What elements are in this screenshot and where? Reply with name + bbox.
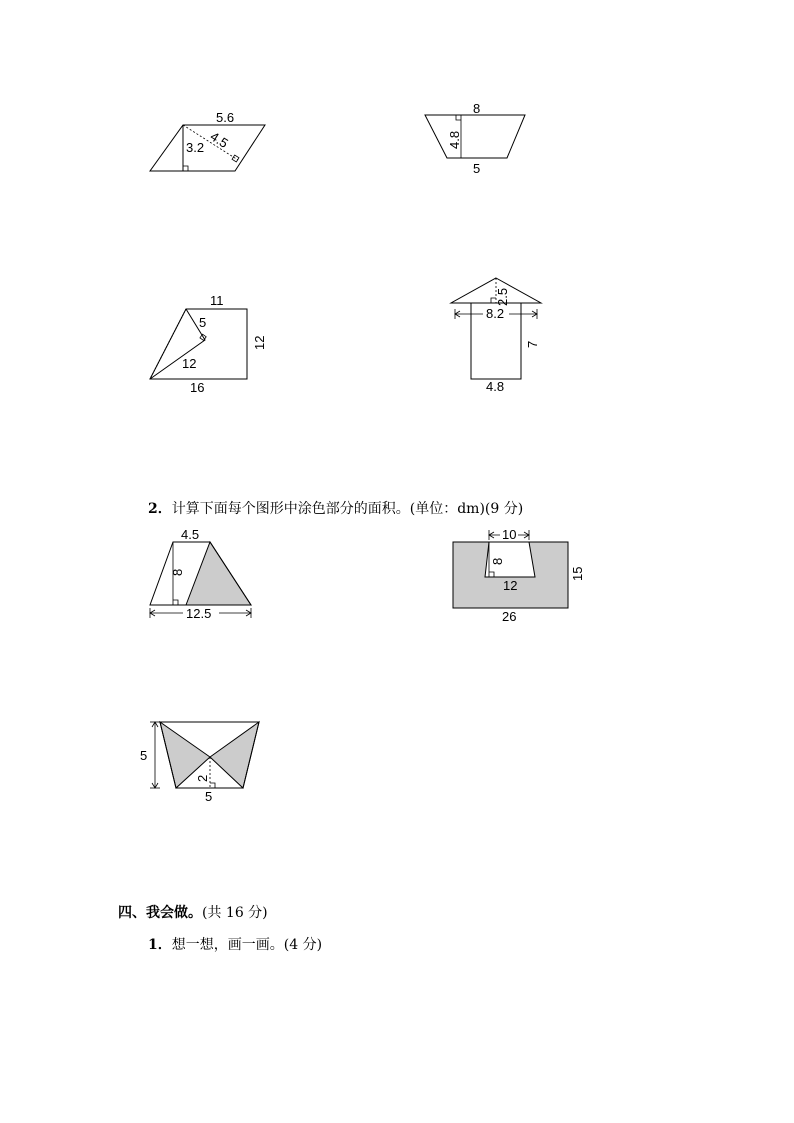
section-4-heading (118, 902, 268, 922)
trapezoid-right-side-label: 12 (252, 335, 267, 350)
shaded-trapezoid-bottom-label: 12.5 (186, 606, 212, 621)
parallelogram-base-label: 5.6 (216, 110, 235, 125)
section-4-title: 四、我会做。 (118, 905, 202, 921)
house-roof-base-label: 8.2 (486, 306, 505, 321)
question-2: 2．计算下面每个图形中涂色部分的面积。(单位：dm)(9 分) (148, 501, 524, 517)
question-4-1-text: 想一想，画一画。(4 分) (171, 937, 323, 953)
parallelogram-figure (140, 105, 280, 185)
trapezoid-right-inner-short-label: 5 (199, 315, 207, 330)
house-figure (445, 270, 555, 395)
trapezoid-right-inner-long-label: 12 (182, 356, 197, 371)
trapezoid-right-bottom-label: 16 (190, 380, 205, 395)
trapezoid-right-top-label: 11 (210, 293, 224, 308)
question-4-1: 1．想一想，画一画。(4 分) (148, 937, 323, 953)
trapezoid-small-height-label: 4.8 (447, 130, 462, 149)
parallelogram-height-label: 3.2 (186, 140, 205, 155)
question-2-number: 2 (148, 501, 158, 517)
question-2-text: 计算下面每个图形中涂色部分的面积。(单位：dm)(9 分) (171, 501, 524, 517)
bowtie-inner-height-label: 2 (195, 774, 210, 782)
house-roof-height-label: 2.5 (495, 287, 510, 306)
shaded-rectangle-hole-height-label: 8 (490, 557, 505, 565)
bowtie-height-label: 5 (140, 748, 148, 763)
shaded-rectangle-hole-top-label: 10 (502, 527, 517, 542)
trapezoid-small-bottom-label: 5 (473, 161, 481, 176)
parallelogram-slant-label: 4.5 (207, 128, 231, 151)
trapezoid-right-figure (140, 290, 275, 400)
trapezoid-small-figure (415, 95, 545, 180)
house-rect-height-label: 7 (525, 340, 540, 348)
section-4-points: (共 16 分) (202, 905, 268, 921)
shaded-rectangle-width-label: 26 (502, 609, 517, 624)
trapezoid-small-top-label: 8 (473, 101, 481, 116)
bowtie-bottom-label: 5 (205, 789, 213, 804)
question-4-1-number: 1 (148, 937, 158, 953)
shaded-rectangle-figure (445, 522, 590, 627)
shaded-trapezoid-top-label: 4.5 (181, 527, 200, 542)
shaded-trapezoid-figure (140, 522, 265, 627)
house-rect-width-label: 4.8 (486, 379, 505, 394)
bowtie-trapezoid-figure (140, 712, 270, 807)
shaded-rectangle-hole-bottom-label: 12 (503, 578, 518, 593)
shaded-trapezoid-height-label: 8 (170, 568, 185, 576)
shaded-rectangle-height-label: 15 (570, 566, 585, 581)
